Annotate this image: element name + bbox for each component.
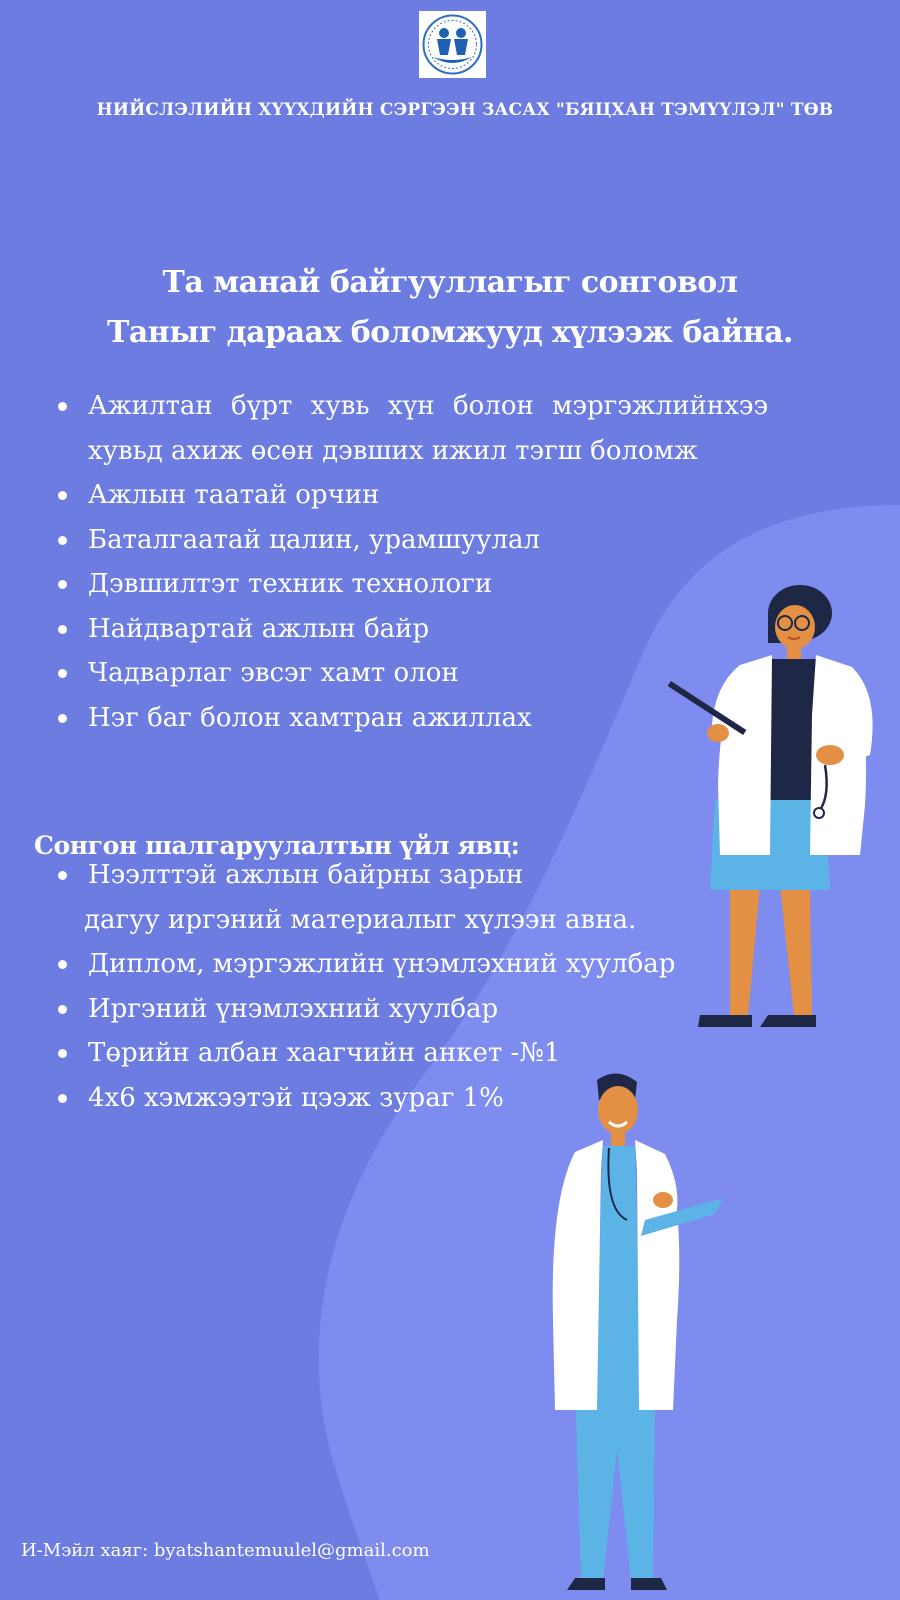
- list-item: Ажлын таатай орчин: [58, 473, 738, 518]
- list-item: Дэвшилтэт техник технологи: [58, 562, 738, 607]
- contact-email: И-Мэйл хаяг: byatshantemuulel@gmail.com: [21, 1540, 430, 1561]
- benefits-list: [58, 384, 768, 740]
- list-item: Чадварлаг эвсэг хамт олон: [58, 651, 738, 696]
- selection-process-title: Сонгон шалгаруулалтын үйл явц:: [34, 831, 520, 860]
- list-item: Ажилтан бүрт хувь хүн болон мэргэжлийнхээ хувьд ахиж өсөн дэвших ижил тэгш боломж: [58, 384, 768, 473]
- list-item: Иргэний үнэмлэхний хуулбар: [58, 987, 758, 1032]
- list-item: Төрийн албан хаагчийн анкет -№1: [58, 1031, 758, 1076]
- organization-name: НИЙСЛЭЛИЙН ХҮҮХДИЙН СЭРГЭЭН ЗАСАХ "БЯЦХАН ТЭМҮҮЛЭЛ" ТӨВ: [96, 100, 834, 120]
- male-doctor-icon: [545, 1070, 745, 1600]
- list-item: Баталгаатай цалин, урамшуулал: [58, 518, 738, 563]
- list-item: Нээлттэй ажлын байрны зарын: [58, 853, 758, 898]
- organization-logo: [419, 11, 486, 78]
- children-care-logo-icon: [419, 11, 486, 78]
- headline-line-1: Та манай байгууллагыг сонговол: [162, 265, 738, 300]
- selection-process-list: [58, 853, 758, 1120]
- headline: [0, 258, 900, 358]
- list-item: Диплом, мэргэжлийн үнэмлэхний хуулбар: [58, 942, 758, 987]
- headline-line-2: Таныг дараах боломжууд хүлээж байна.: [107, 315, 793, 350]
- list-item: Найдвартай ажлын байр: [58, 607, 738, 652]
- list-item: 4х6 хэмжээтэй цээж зураг 1%: [58, 1076, 758, 1121]
- list-item-continuation: дагуу иргэний материалыг хүлээн авна.: [84, 904, 637, 935]
- list-item: Нэг баг болон хамтран ажиллах: [58, 696, 738, 741]
